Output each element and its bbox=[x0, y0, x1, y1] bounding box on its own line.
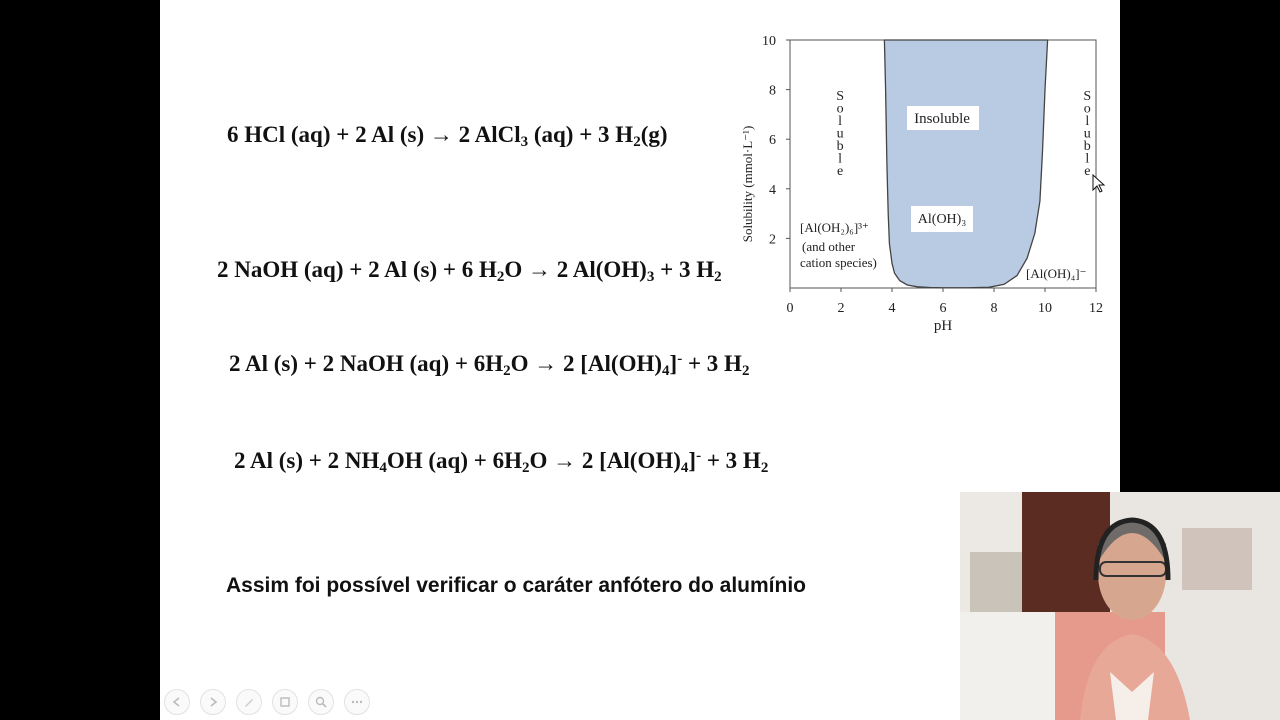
slides-button[interactable] bbox=[272, 689, 298, 715]
x-tick-label: 12 bbox=[1089, 301, 1103, 316]
cation-species-label: [Al(OH₂)₆]³⁺ bbox=[800, 220, 869, 235]
presenter-video bbox=[960, 492, 1280, 720]
y-tick-label: 2 bbox=[769, 232, 776, 248]
soluble-right-label bbox=[1083, 89, 1091, 179]
y-tick-label: 8 bbox=[769, 83, 776, 99]
x-tick-label: 0 bbox=[786, 301, 794, 316]
soluble-left-label-letter: S bbox=[836, 89, 844, 104]
soluble-left-label-letter: l bbox=[838, 114, 843, 129]
slideshow-toolbar bbox=[164, 689, 370, 715]
aloh3-label: Al(OH)₃ bbox=[917, 212, 967, 227]
soluble-right-label-letter: e bbox=[1084, 164, 1091, 179]
insoluble-label: Insoluble bbox=[914, 111, 970, 127]
x-tick-label: 10 bbox=[1038, 301, 1052, 316]
soluble-left-label-letter: l bbox=[838, 151, 843, 167]
x-tick-label: 6 bbox=[939, 301, 947, 316]
zoom-icon bbox=[314, 695, 328, 709]
next-icon bbox=[206, 695, 220, 709]
soluble-left-label-letter: u bbox=[836, 126, 844, 142]
aluminate-species-label: [Al(OH)₄]⁻ bbox=[1026, 266, 1087, 281]
y-tick-label: 10 bbox=[762, 34, 776, 49]
soluble-right-label-letter: l bbox=[1085, 151, 1090, 167]
more-icon bbox=[350, 695, 364, 709]
cation-note-line2: cation species) bbox=[800, 255, 877, 270]
pen-button[interactable] bbox=[236, 689, 262, 715]
equation-al-naoh-aluminate: 2 Al (s) + 2 NaOH $(aq) + 6H_2O \to 2$ $[Al(OH)_4]^- + 3$ $H_2$ bbox=[229, 351, 750, 379]
solubility-chart bbox=[730, 22, 1110, 342]
zoom-button[interactable] bbox=[308, 689, 334, 715]
soluble-right-label-letter: b bbox=[1083, 139, 1091, 154]
soluble-left-label-letter: o bbox=[836, 101, 844, 117]
insoluble-region-series bbox=[884, 40, 1047, 288]
webcam-overlay bbox=[960, 492, 1280, 720]
x-axis-label: pH bbox=[933, 318, 953, 334]
soluble-left-label-letter: e bbox=[836, 164, 844, 179]
equation-al-nh4oh-aluminate: 2 Al (s) + 2 $NH_4OH$ $(aq) + 6H_2O \to 2$ $[Al(OH)_4]^- + 3$ $H_2$ bbox=[234, 448, 769, 476]
equation-hcl-al: 6 HCl (aq) + 2 Al (s) → 2 AlCl$_3$ (aq) + 3 $H_2(g)$ bbox=[227, 122, 668, 150]
x-tick-label: 2 bbox=[837, 301, 845, 316]
y-tick-label: 4 bbox=[769, 182, 776, 198]
slides-icon bbox=[278, 695, 292, 709]
y-tick-label: 6 bbox=[769, 133, 776, 149]
soluble-left-label-letter: b bbox=[836, 139, 844, 154]
soluble-right-label-letter: u bbox=[1083, 126, 1091, 142]
x-tick-label: 8 bbox=[990, 301, 998, 316]
conclusion-text: Assim foi possível verificar o caráter anfótero do alumínio bbox=[226, 574, 807, 597]
y-axis-label: Solubility (mmol·L⁻¹) bbox=[740, 125, 755, 243]
more-button[interactable] bbox=[344, 689, 370, 715]
previous-icon bbox=[170, 695, 184, 709]
soluble-right-label-letter: S bbox=[1083, 89, 1092, 104]
next-button[interactable] bbox=[200, 689, 226, 715]
soluble-left-label bbox=[836, 89, 844, 179]
pen-icon bbox=[242, 695, 256, 709]
equation-naoh-al: 2 NaOH (aq) + 2 Al (s) + 6 $H_2O \to 2$ $Al(OH)_3 + 3$ $H_2$ bbox=[217, 257, 722, 285]
soluble-right-label-letter: l bbox=[1085, 114, 1090, 129]
cation-note-line1: (and other bbox=[802, 239, 856, 254]
x-tick-label: 4 bbox=[888, 301, 896, 316]
previous-button[interactable] bbox=[164, 689, 190, 715]
soluble-right-label-letter: o bbox=[1083, 101, 1091, 117]
